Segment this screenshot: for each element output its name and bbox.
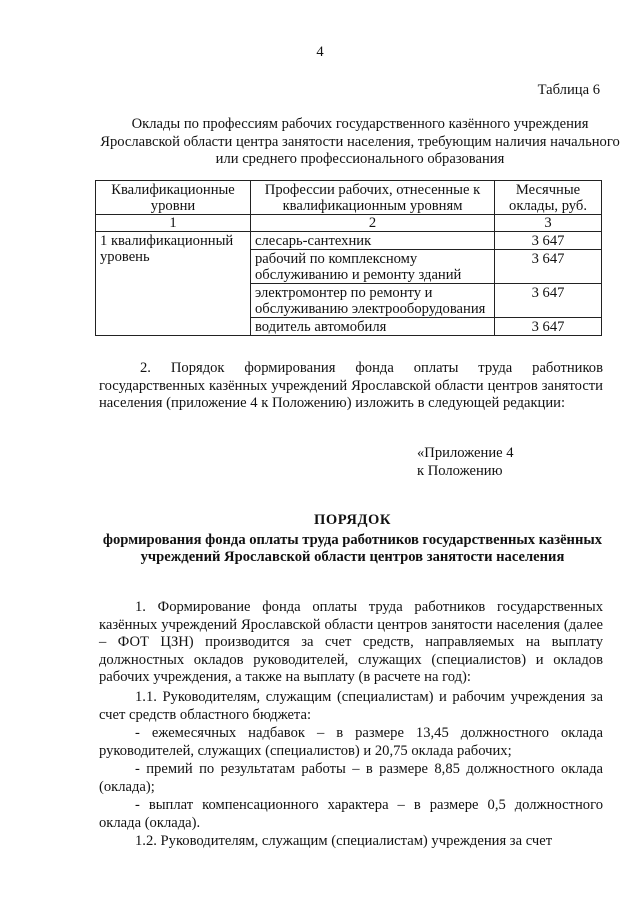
bullet-monthly-allowances: - ежемесячных надбавок – в размере 13,45 должностного оклада руководителей, служащих (специалистов) и 20,75 оклада рабочих; (99, 725, 603, 759)
profession-cell: электромонтер по ремонту и обслуживанию электрооборудования (251, 284, 495, 318)
bullet-compensation-payments: - выплат компенсационного характера – в размере 0,5 должностного оклада (оклада). (99, 797, 603, 831)
column-number: 1 (96, 215, 251, 232)
header-qualification-levels: Квалификационные уровни (96, 181, 251, 215)
salary-cell: 3 647 (495, 318, 602, 336)
paragraph-1: 1. Формирование фонда оплаты труда работников государственных казённых учреждений Ярославской области центров занятости населения (далее – ФОТ ЦЗН) производится за счет средств, направляемых на выплату должностных окладов руководителей, служащих (специалистов) и окладов рабочих учреждения, а также на выплату (в расчете на год): (99, 599, 603, 686)
column-number: 2 (251, 215, 495, 232)
column-number: 3 (495, 215, 602, 232)
order-subtitle: формирования фонда оплаты труда работников государственных казённых учреждений Ярославской области центров занятости населения (102, 531, 603, 566)
order-title-block (100, 512, 605, 567)
appendix-reference-line-2: к Положению (417, 462, 503, 479)
table-caption: Оклады по профессиям рабочих государственного казённого учреждения Ярославской области центра занятости населения, требующим наличия начального или среднего профессионального образования (100, 116, 620, 168)
appendix-reference-line-1: «Приложение 4 (417, 445, 514, 461)
salary-cell: 3 647 (495, 284, 602, 318)
header-monthly-salary: Месячные оклады, руб. (495, 181, 602, 215)
order-title: ПОРЯДОК (314, 512, 391, 528)
profession-cell: слесарь-сантехник (251, 232, 495, 250)
appendix-reference (417, 445, 514, 480)
page-number: 4 (316, 44, 324, 60)
bullet-bonuses: - премий по результатам работы – в размере 8,85 должностного оклада (оклада); (99, 761, 603, 795)
paragraph-2: 2. Порядок формирования фонда оплаты труда работников государственных казённых учреждений Ярославской области центров занятости населения (приложение 4 к Положению) изложить в следующей редакции: (99, 360, 603, 412)
salary-table (95, 180, 602, 336)
paragraph-1-2: 1.2. Руководителям, служащим (специалистам) учреждения за счет (135, 833, 553, 849)
table-label: Таблица 6 (537, 82, 600, 98)
table-column-numbers-row (96, 215, 602, 232)
profession-cell: водитель автомобиля (251, 318, 495, 336)
table-row (96, 232, 602, 250)
paragraph-1-1: 1.1. Руководителям, служащим (специалистам) и рабочим учреждения за счет средств областного бюджета: (99, 689, 603, 723)
salary-cell: 3 647 (495, 250, 602, 284)
header-professions: Профессии рабочих, отнесенные к квалификационным уровням (251, 181, 495, 215)
qualification-level-cell: 1 квалификационный уровень (96, 232, 251, 336)
profession-cell: рабочий по комплексному обслуживанию и ремонту зданий (251, 250, 495, 284)
salary-cell: 3 647 (495, 232, 602, 250)
table-header-row (96, 181, 602, 215)
